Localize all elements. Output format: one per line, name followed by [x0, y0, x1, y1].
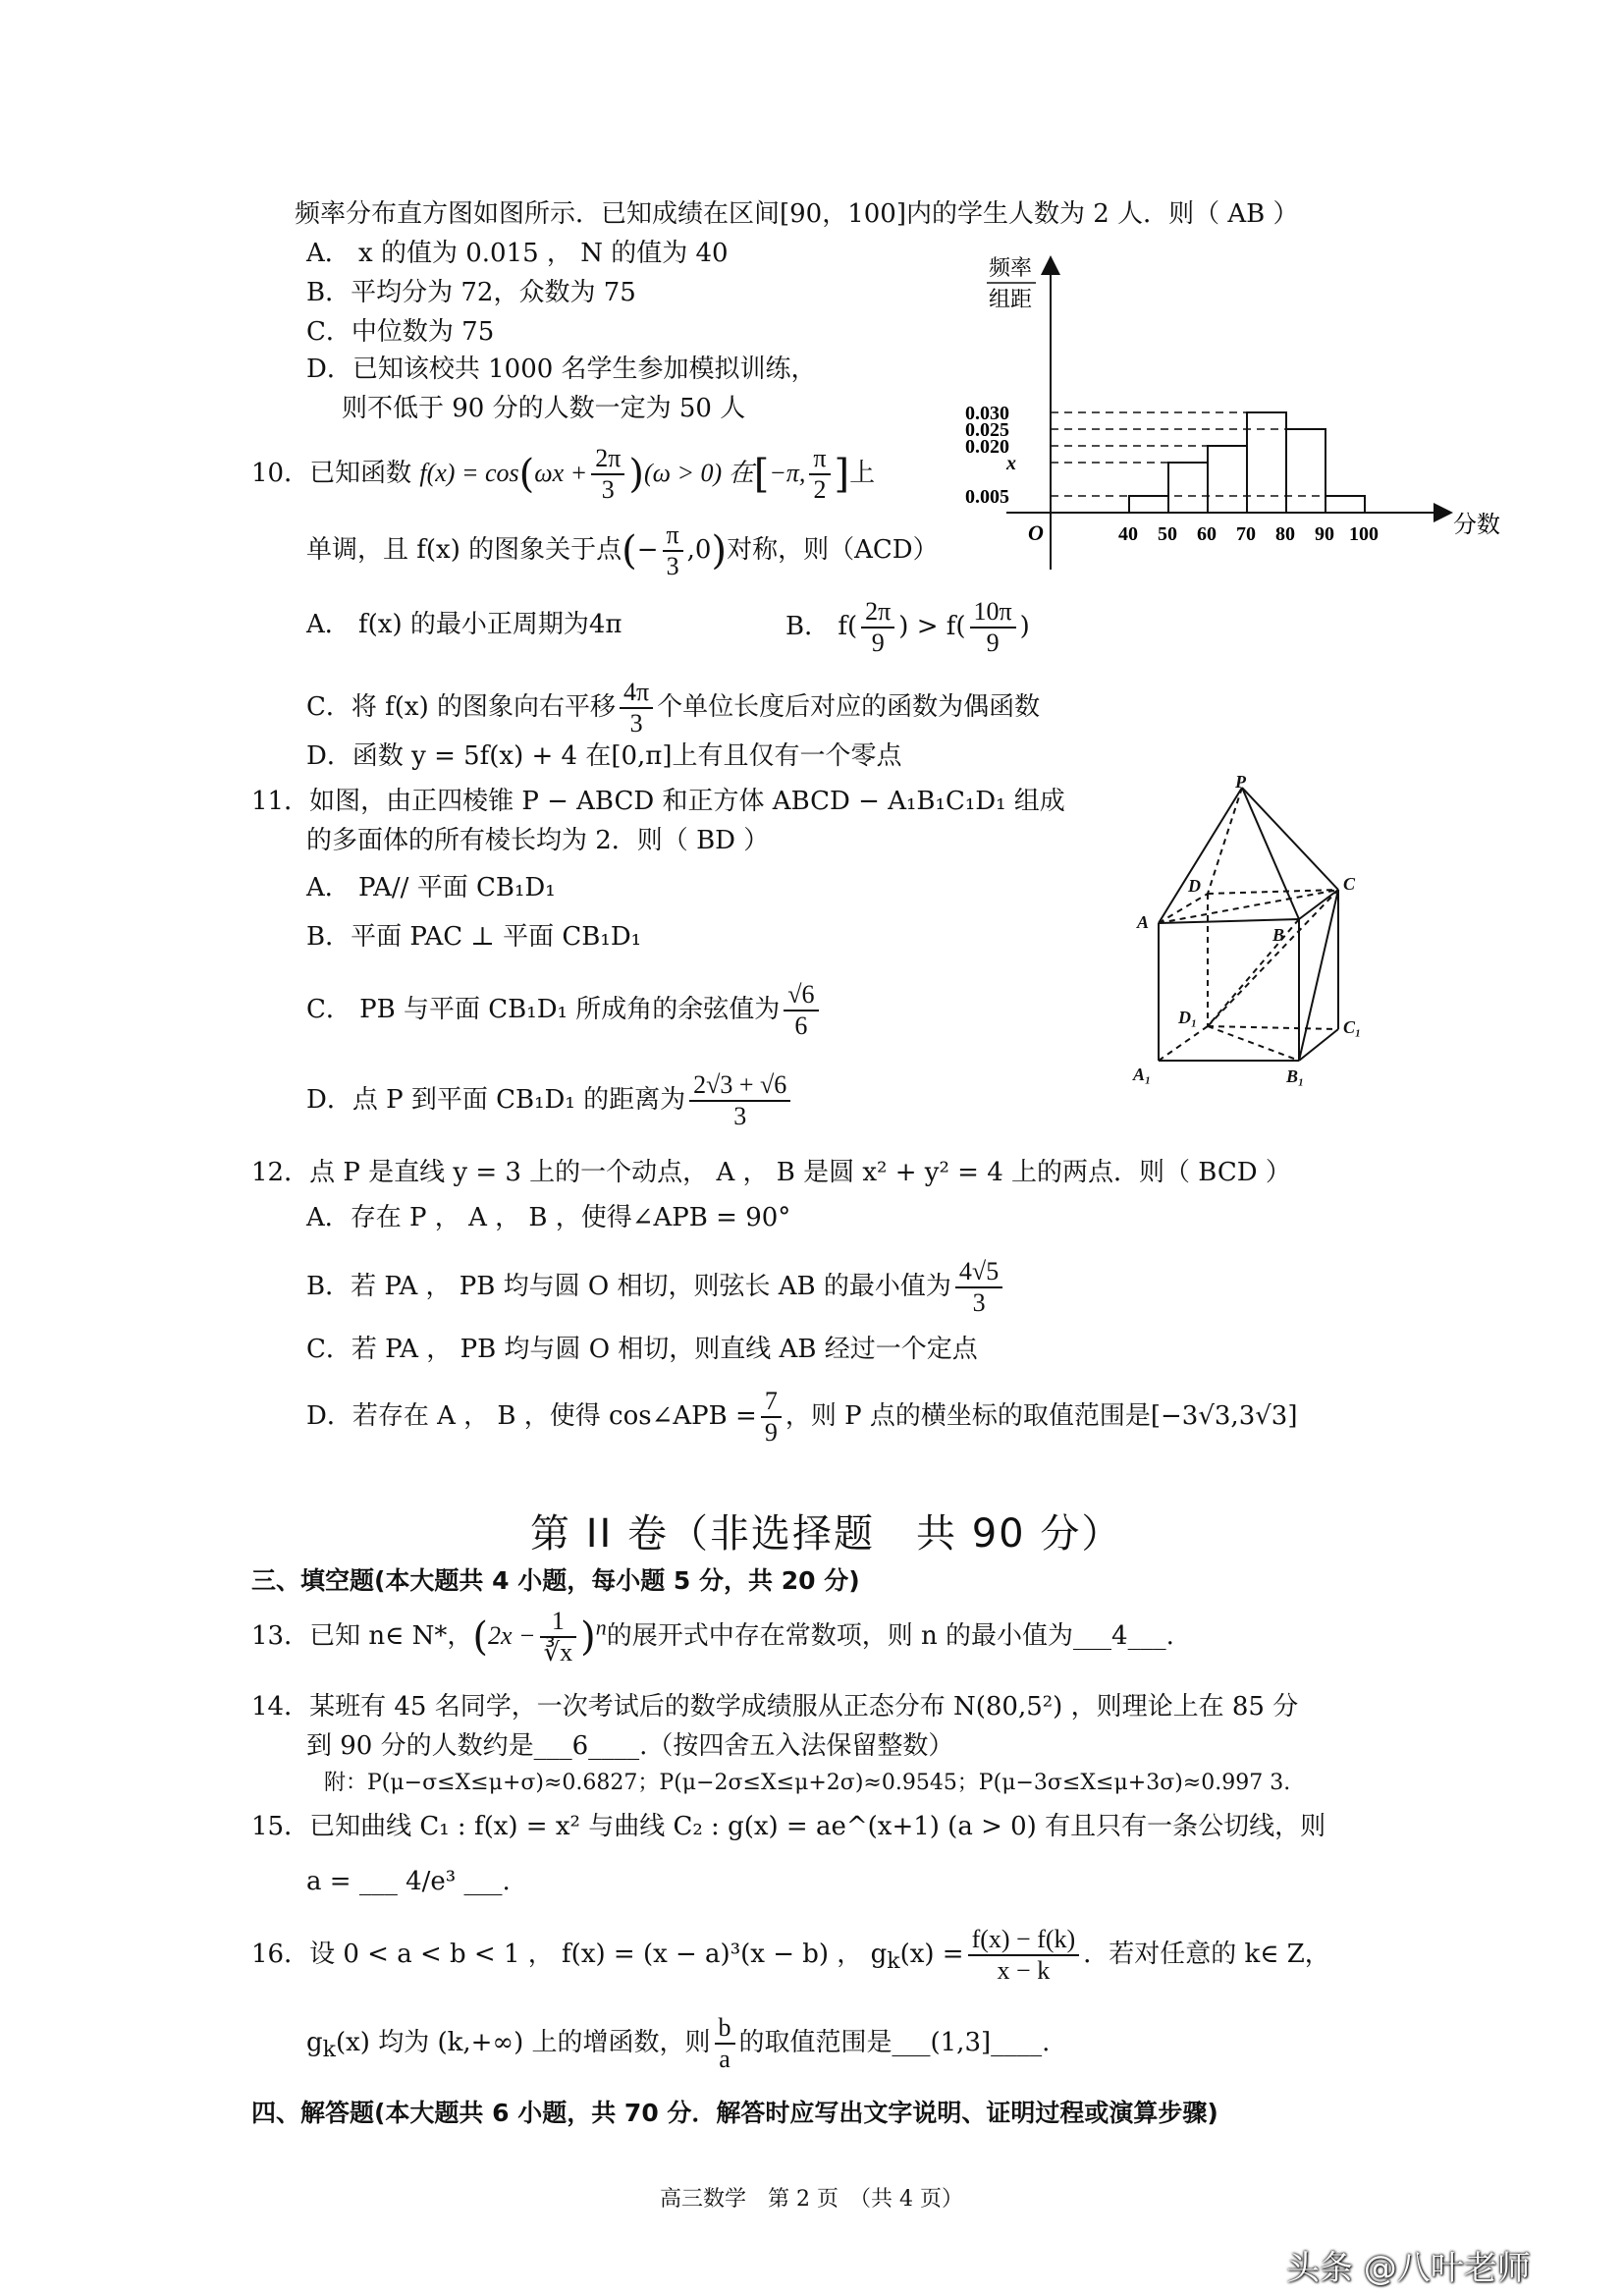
q11-line1: 11．如图，由正四棱锥 P − ABCD 和正方体 ABCD − A₁B₁C₁D₁ 组成 [251, 787, 1065, 816]
hist-ylabel-bottom: 组距 [989, 287, 1033, 311]
hist-ytick-3: x [1006, 453, 1016, 474]
hist-xlabel: 分数 [1453, 513, 1500, 538]
label-d1: D₁ [1178, 1008, 1198, 1027]
hist-bar-1 [1168, 463, 1208, 513]
q12-option-a: A．存在 P ， A ， B ，使得∠APB = 90° [306, 1203, 791, 1232]
q10-option-c: C．将 f(x) 的图象向右平移 $\frac{4\pi}{3}$ 个单位长度后对应的函数为偶函数 [306, 678, 1041, 738]
q9-option-a: A． x 的值为 0.015 ， N 的值为 40 [306, 239, 729, 268]
label-b: B [1272, 925, 1285, 945]
part2-heading: 第 II 卷（非选择题 共 90 分） [530, 1511, 1123, 1557]
hist-xtick-2: 60 [1197, 523, 1217, 545]
label-a: A [1137, 912, 1150, 932]
q9-option-b: B．平均分为 72，众数为 75 [306, 278, 636, 307]
q10-option-a: A． f(x) 的最小正周期为4π [306, 610, 622, 639]
hist-bar-0 [1129, 496, 1168, 513]
q15-line1: 15．已知曲线 C₁ : f(x) = x² 与曲线 C₂ : g(x) = ae^(x+1) (a > 0) 有且只有一条公切线，则 [251, 1812, 1326, 1841]
q16-line2: $g_k(x)$ 均为 (k,+∞) 上的增函数，则 $\frac{b}{a}$ 的取值范围是___(1,3]____. [306, 2013, 1051, 2073]
q10-line2: 单调，且 f(x) 的图象关于点(− $\frac{\pi}{3}$ ,0)对称，则（ACD） [306, 520, 939, 580]
q10-option-b: B． f( $\frac{2\pi}{9}$ ) > f( $\frac{10\pi}{9}$ ) [785, 597, 1030, 657]
section4-title: 四、解答题(本大题共 6 小题，共 70 分．解答时应写出文字说明、证明过程或演算步骤) [251, 2099, 1218, 2127]
q9-stem: 频率分布直方图如图所示．已知成绩在区间[90，100]内的学生人数为 2 人．则（ AB ） [295, 199, 1299, 229]
q10-line1: 10．已知函数 f(x) = cos(ωx + $\frac{2\pi}{3}$ )(ω > 0) 在[−π, $\frac{\pi}{2}$ ]上 [251, 444, 876, 504]
hist-xtick-0: 40 [1118, 523, 1138, 545]
hist-bar-5 [1325, 496, 1365, 513]
hist-xtick-5: 90 [1315, 523, 1334, 545]
frequency-histogram [938, 246, 1500, 579]
label-b1: B₁ [1286, 1066, 1305, 1086]
q15-line2: a = ___ 4/e³ ___. [306, 1867, 511, 1896]
q10-option-d: D．函数 y = 5f(x) + 4 在[0,π]上有且仅有一个零点 [306, 741, 902, 771]
q12-option-c: C．若 PA ， PB 均与圆 O 相切，则直线 AB 经过一个定点 [306, 1335, 978, 1364]
hist-xtick-6: 100 [1349, 523, 1379, 545]
q14-line2: 到 90 分的人数约是___6____.（按四舍五入法保留整数） [306, 1731, 954, 1761]
q9-option-d-cont: 则不低于 90 分的人数一定为 50 人 [342, 394, 746, 423]
hist-origin: O [1028, 520, 1044, 545]
watermark: 头条 @八叶老师 [1286, 2249, 1531, 2288]
q12-option-d: D．若存在 A ， B ，使得 cos∠APB = $\frac{7}{9}$ ，则 P 点的横坐标的取值范围是[−3√3,3√3] [306, 1387, 1298, 1447]
q16-line1: 16．设 0 < a < b < 1 ， f(x) = (x − a)³(x − b) ， $g_k(x)$ = $\frac{f(x) - f(k)}{x - k}$ ．若对任意的 k∈ Z， [251, 1925, 1330, 1985]
q11-option-a: A． PA// 平面 CB₁D₁ [306, 873, 556, 902]
label-c1: C₁ [1343, 1017, 1362, 1037]
hist-xtick-3: 70 [1236, 523, 1256, 545]
hist-xtick-1: 50 [1158, 523, 1177, 545]
hist-bar-3 [1247, 412, 1286, 513]
q11-option-b: B．平面 PAC ⊥ 平面 CB₁D₁ [306, 922, 642, 952]
polyhedron-figure [1119, 772, 1394, 1100]
q11-line2: 的多面体的所有棱长均为 2．则（ BD ） [306, 826, 770, 855]
hist-bar-2 [1208, 446, 1247, 513]
q9-option-d: D．已知该校共 1000 名学生参加模拟训练， [306, 355, 817, 384]
q12-stem: 12．点 P 是直线 y = 3 上的一个动点， A ， B 是圆 x² + y² = 4 上的两点．则（ BCD ） [251, 1158, 1291, 1187]
q14-line1: 14．某班有 45 名同学，一次考试后的数学成绩服从正态分布 N(80,5²) ，则理论上在 85 分 [251, 1692, 1299, 1722]
q13: 13．已知 n∈ N*，(2x − $\frac{1}{∛x}$ )$^n$的展开式中存在常数项，则 n 的最小值为___4___. [251, 1607, 1174, 1667]
hist-ytick-4: 0.005 [965, 486, 1009, 508]
hist-ytick-1: 0.025 [965, 419, 1009, 441]
label-d: D [1188, 876, 1201, 896]
q12-option-b: B．若 PA ， PB 均与圆 O 相切，则弦长 AB 的最小值为 $\frac{4√5}{3}$ [306, 1257, 1006, 1318]
label-a1: A₁ [1133, 1065, 1152, 1084]
hist-ytick-2: 0.020 [965, 436, 1009, 458]
label-c: C [1343, 874, 1356, 894]
q14-note: 附：P(μ−σ≤X≤μ+σ)≈0.6827；P(μ−2σ≤X≤μ+2σ)≈0.9545；P(μ−3σ≤X≤μ+3σ)≈0.997 3. [324, 1771, 1291, 1795]
hist-ylabel-top: 频率 [989, 255, 1033, 280]
label-p: P [1235, 772, 1246, 792]
section3-title: 三、填空题(本大题共 4 小题，每小题 5 分，共 20 分) [251, 1566, 860, 1595]
q9-option-c: C．中位数为 75 [306, 317, 495, 347]
q11-option-d: D．点 P 到平面 CB₁D₁ 的距离为 $\frac{2√3 + √6}{3}$ [306, 1070, 794, 1131]
hist-ytick-0: 0.030 [965, 403, 1009, 424]
hist-xtick-4: 80 [1275, 523, 1295, 545]
hist-bar-4 [1286, 429, 1325, 513]
page-footer: 高三数学 第 2 页 （共 4 页） [660, 2187, 963, 2212]
q11-option-c: C． PB 与平面 CB₁D₁ 所成角的余弦值为 $\frac{√6}{6}$ [306, 980, 823, 1041]
